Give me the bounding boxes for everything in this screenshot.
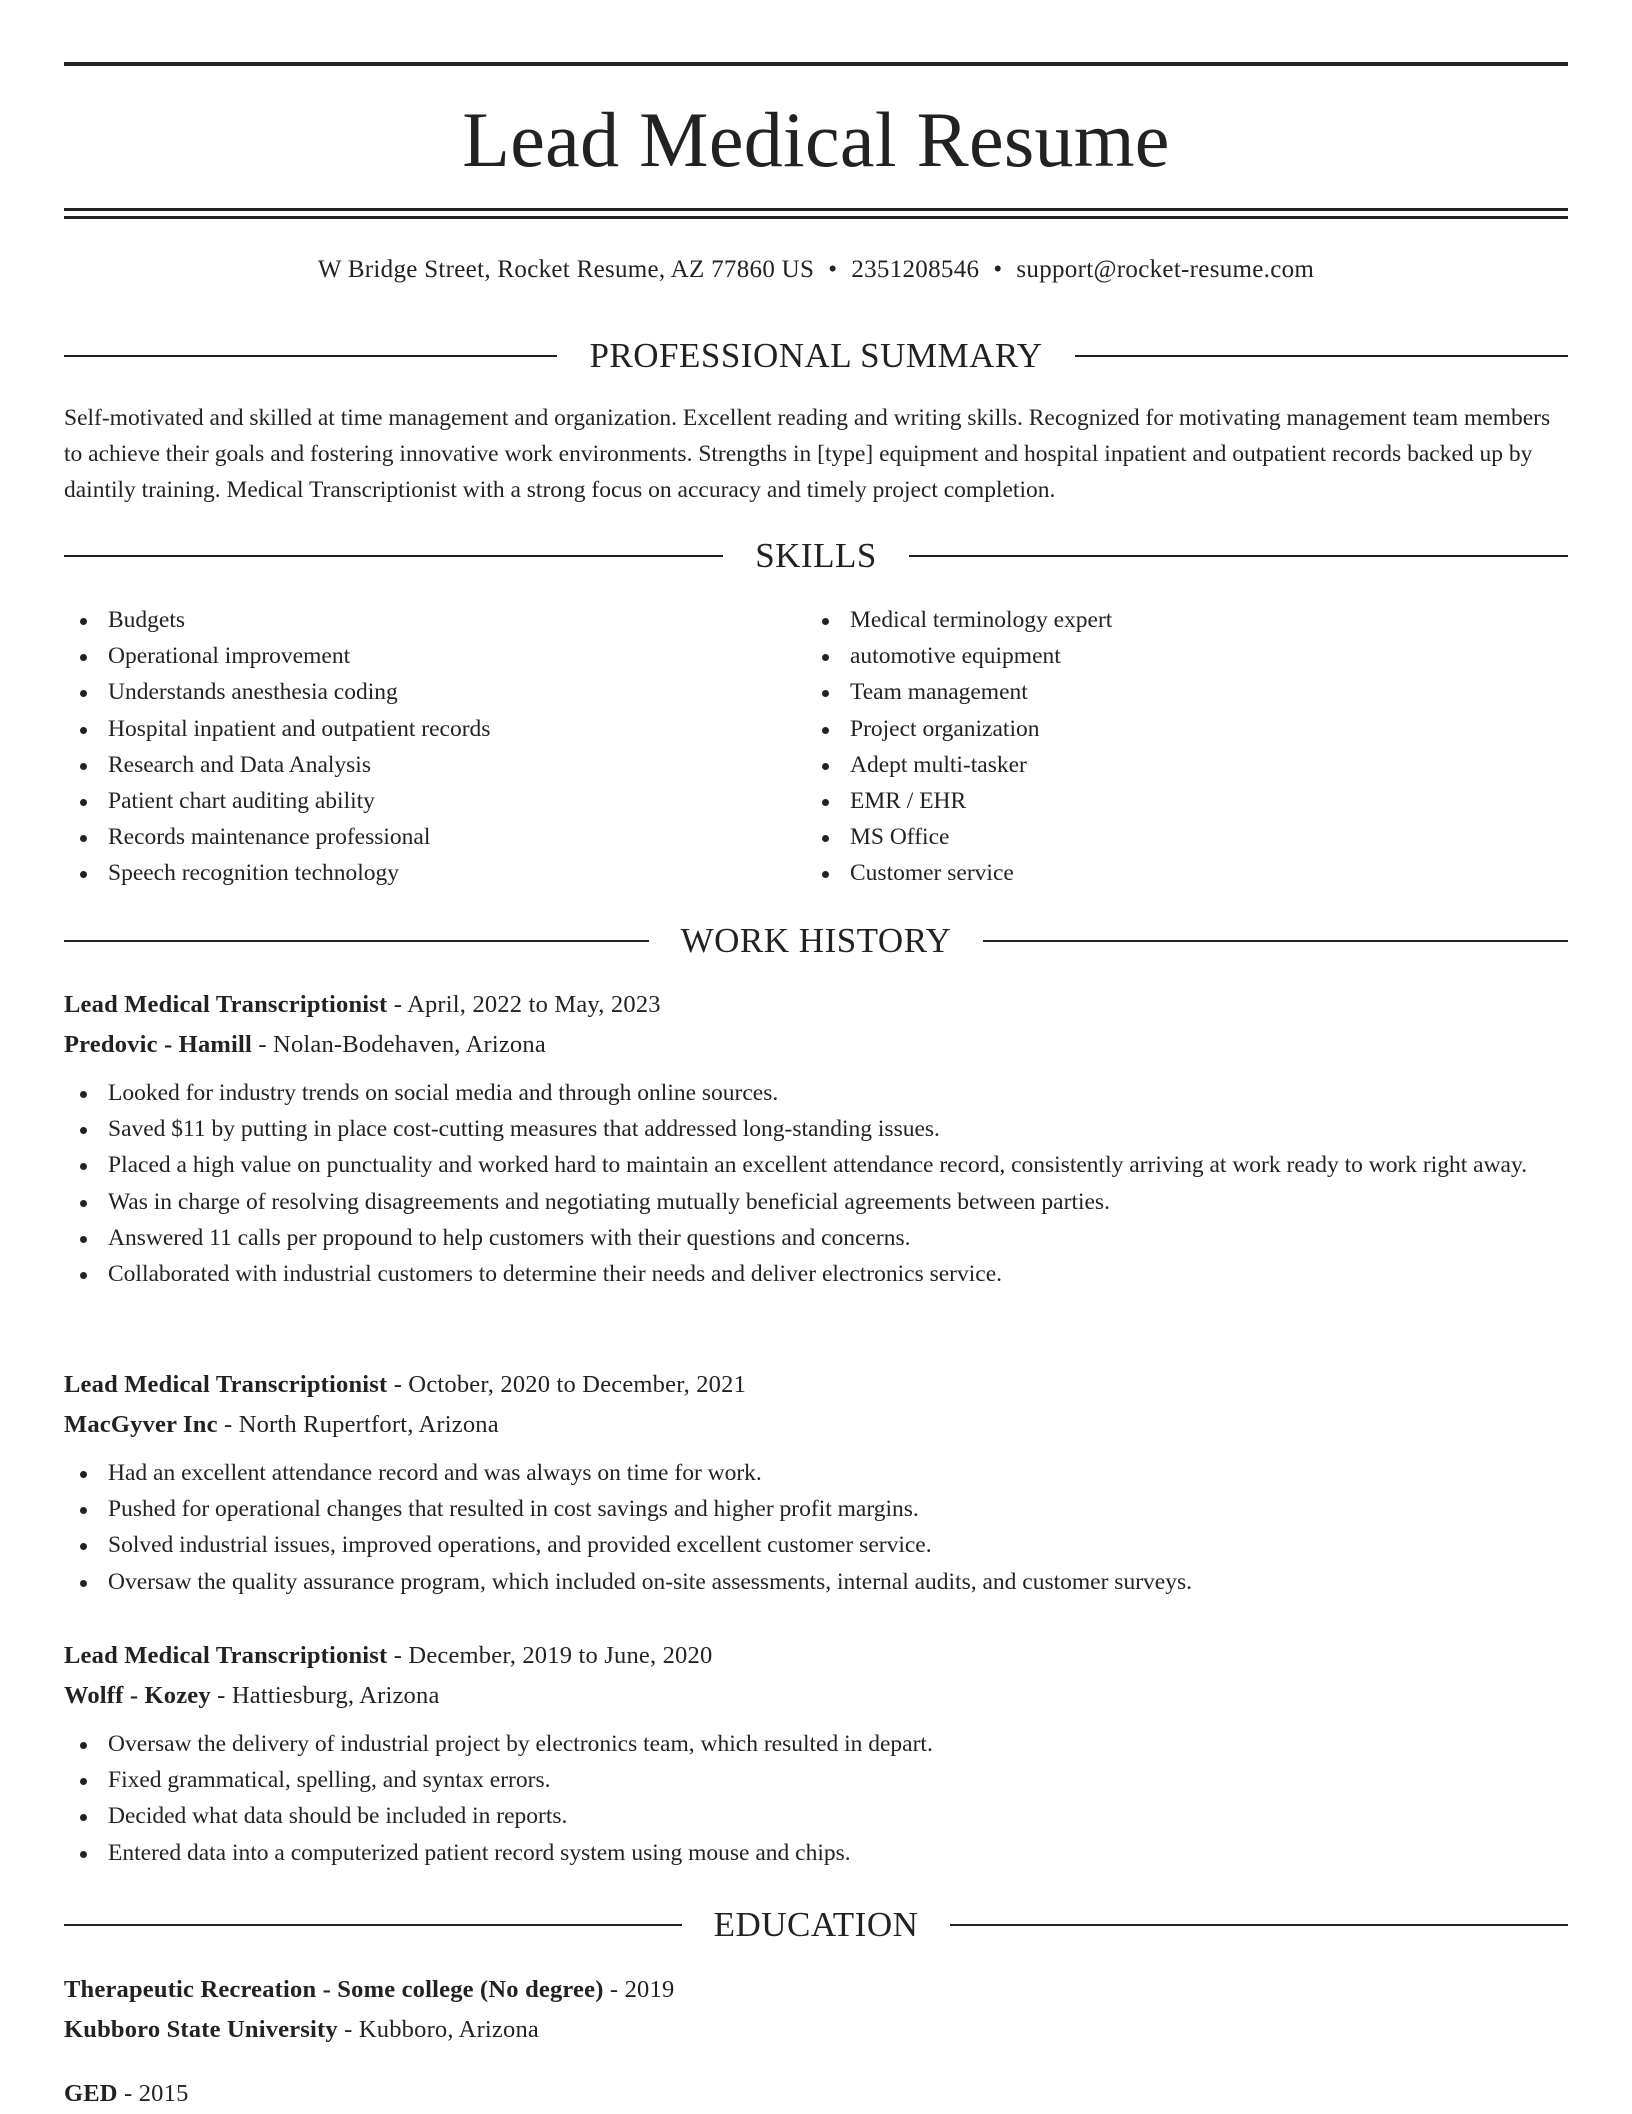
skill-item: Budgets [64,602,806,638]
job-bullet: Solved industrial issues, improved operations, and provided excellent customer service. [64,1527,1568,1563]
skill-item: Hospital inpatient and outpatient records [64,711,806,747]
company-name: Wolff - Kozey [64,1682,211,1709]
job-bullet: Entered data into a computerized patient record system using mouse and chips. [64,1835,1568,1871]
company-location: North Rupertfort, Arizona [238,1411,499,1438]
job-bullet: Had an excellent attendance record and was always on time for work. [64,1455,1568,1491]
heading-rule [64,555,723,557]
job-dates: October, 2020 to December, 2021 [408,1371,747,1398]
job-bullet: Saved $11 by putting in place cost-cutting measures that addressed long-standing issues. [64,1111,1568,1147]
dash: - [387,1642,409,1669]
degree-line [64,2074,1568,2114]
school-location: Kubboro, Arizona [358,2016,539,2043]
school-name: Kubboro State University [64,2016,338,2043]
contact-line [64,252,1568,288]
skill-item: Patient chart auditing ability [64,783,806,819]
job-bullets [64,1455,1568,1600]
skill-item: Records maintenance professional [64,819,806,855]
degree-name: Therapeutic Recreation - Some college (No degree) [64,1976,604,2003]
education-entry [64,2074,1568,2114]
job-title-line [64,985,1568,1025]
skills-column-right [806,602,1548,892]
section-title: PROFESSIONAL SUMMARY [589,336,1043,375]
skill-item: Customer service [806,855,1548,891]
section-title: EDUCATION [713,1905,919,1944]
dash: - [117,2080,139,2107]
job-bullet: Looked for industry trends on social media and through online sources. [64,1075,1568,1111]
skill-item: Research and Data Analysis [64,747,806,783]
job-bullet: Placed a high value on punctuality and worked hard to maintain an excellent attendance record, consistently arriving at work ready to work right away. [64,1147,1568,1183]
skill-item: Adept multi-tasker [806,747,1548,783]
job-bullet: Oversaw the delivery of industrial project by electronics team, which resulted in depart. [64,1726,1568,1762]
summary-text: Self-motivated and skilled at time management and organization. Excellent reading and writing skills. Recognized for motivating management team members to achieve their goals and fostering innovative work environments. Strengths in [type] equipment and hospital inpatient and outpatient records backed up by daintily training. Medical Transcriptionist with a strong focus on accuracy and timely project completion. [64,405,1551,503]
degree-line [64,1970,1568,2010]
dash: - [217,1411,239,1438]
heading-rule [64,355,557,357]
contact-separator: • [828,256,838,283]
contact-separator: • [993,256,1003,283]
title-rule-upper [64,208,1568,211]
dash: - [252,1031,274,1058]
degree-year: 2015 [138,2080,189,2107]
skill-item: Speech recognition technology [64,855,806,891]
skill-item: Medical terminology expert [806,602,1548,638]
company-name: Predovic - Hamill [64,1031,253,1058]
heading-rule [983,940,1568,942]
degree-year: 2019 [624,1976,675,2003]
company-line [64,1676,1568,1716]
job-entry [64,1365,1568,1600]
school-line [64,2010,1568,2050]
company-location: Nolan-Bodehaven, Arizona [273,1031,546,1058]
skills-heading [64,533,1568,579]
job-bullets [64,1726,1568,1871]
job-entry [64,1636,1568,1871]
skill-item: Understands anesthesia coding [64,674,806,710]
job-dates: April, 2022 to May, 2023 [407,991,661,1018]
education-heading [64,1902,1568,1948]
title-rule-lower [64,216,1568,219]
job-bullets [64,1075,1568,1292]
job-title: Lead Medical Transcriptionist [64,1642,388,1669]
job-bullet: Oversaw the quality assurance program, which included on-site assessments, internal audits, and customer surveys. [64,1564,1568,1600]
job-bullet: Answered 11 calls per propound to help customers with their questions and concerns. [64,1220,1568,1256]
company-line [64,1405,1568,1445]
job-dates: December, 2019 to June, 2020 [408,1642,713,1669]
skill-item: Team management [806,674,1548,710]
skill-item: MS Office [806,819,1548,855]
skill-item: Project organization [806,711,1548,747]
address: W Bridge Street, Rocket Resume, AZ 77860 US [317,256,815,283]
top-rule [64,62,1568,66]
dash: - [210,1682,232,1709]
resume-title: Lead Medical Resume [462,96,1170,183]
heading-rule [950,1924,1568,1926]
dash: - [603,1976,625,2003]
job-bullet: Fixed grammatical, spelling, and syntax errors. [64,1762,1568,1798]
email: support@rocket-resume.com [1016,256,1315,283]
job-bullet: Was in charge of resolving disagreements and negotiating mutually beneficial agreements between parties. [64,1184,1568,1220]
company-name: MacGyver Inc [64,1411,218,1438]
job-bullet: Pushed for operational changes that resulted in cost savings and higher profit margins. [64,1491,1568,1527]
skills-list [64,602,1568,892]
dash: - [387,991,408,1018]
job-bullet: Collaborated with industrial customers to determine their needs and deliver electronics service. [64,1256,1568,1292]
heading-rule [64,1924,682,1926]
summary-heading [64,333,1568,379]
heading-rule [909,555,1568,557]
section-title: SKILLS [755,536,877,575]
skills-column-left [64,602,806,892]
dash: - [387,1371,409,1398]
skill-item: Operational improvement [64,638,806,674]
work-history-heading [64,918,1568,964]
skill-item: EMR / EHR [806,783,1548,819]
job-title-line [64,1365,1568,1405]
job-title: Lead Medical Transcriptionist [64,991,388,1018]
education-entry [64,1970,1568,2050]
degree-name: GED [64,2080,118,2107]
heading-rule [64,940,649,942]
heading-rule [1075,355,1568,357]
job-bullet: Decided what data should be included in reports. [64,1798,1568,1834]
job-title-line [64,1636,1568,1676]
job-entry [64,985,1568,1292]
section-title: WORK HISTORY [680,921,952,960]
company-location: Hattiesburg, Arizona [231,1682,440,1709]
company-line [64,1025,1568,1065]
phone: 2351208546 [851,256,980,283]
skill-item: automotive equipment [806,638,1548,674]
job-title: Lead Medical Transcriptionist [64,1371,388,1398]
dash: - [337,2016,359,2043]
